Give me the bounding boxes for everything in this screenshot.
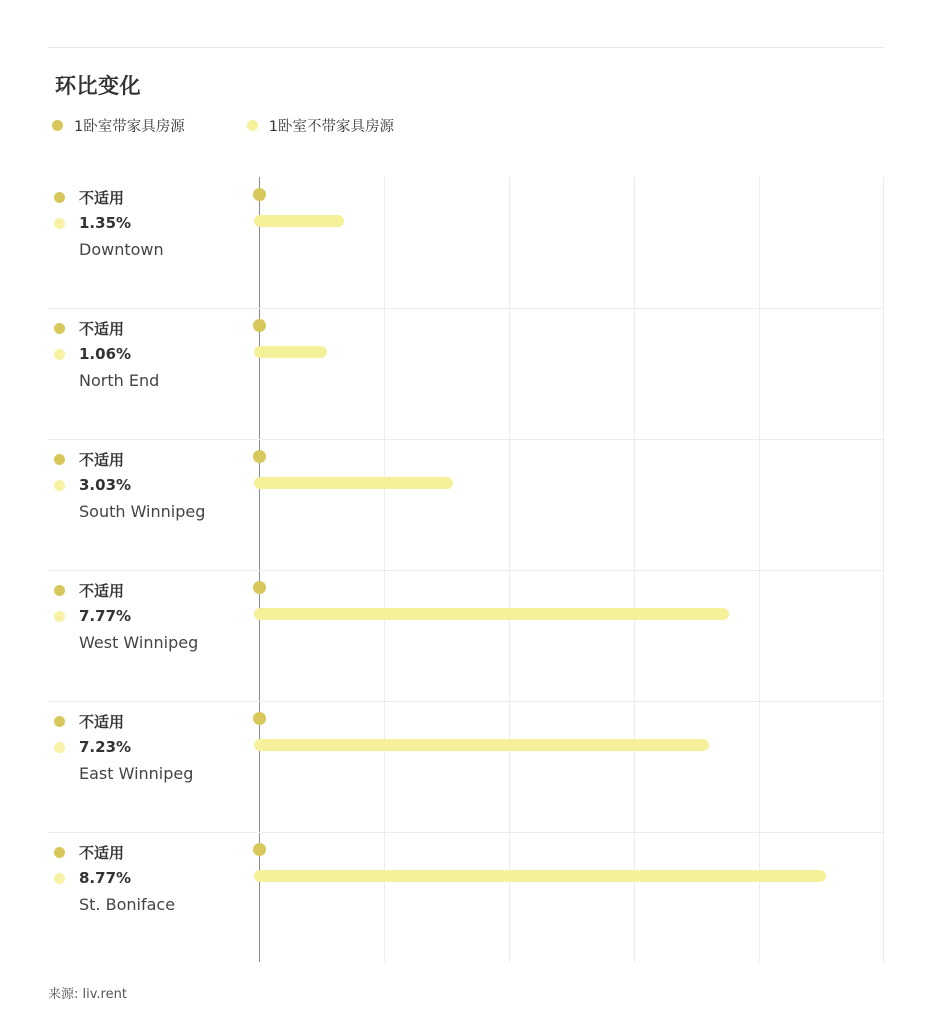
row-label-group [54,710,254,783]
bar-unfurnished[interactable] [254,215,344,227]
row-label-group [54,317,254,390]
value-text-furnished: 不适用 [79,712,125,731]
series-dot-unfurnished [54,742,65,753]
bar-unfurnished[interactable] [254,477,453,489]
row-value-unfurnished [54,867,254,889]
row-label-group [54,448,254,521]
value-text-furnished: 不适用 [79,188,125,207]
top-divider [48,47,884,48]
row-divider [48,439,884,440]
legend-swatch-unfurnished [247,120,258,131]
chart-row [48,308,884,439]
category-label: East Winnipeg [79,764,194,783]
row-value-unfurnished [54,736,254,758]
bar-marker-furnished[interactable] [253,581,266,594]
legend-label-unfurnished: 1卧室不带家具房源 [268,118,394,135]
legend-item-unfurnished[interactable] [247,115,394,136]
row-value-unfurnished [54,343,254,365]
series-dot-unfurnished [54,611,65,622]
series-dot-furnished [54,192,65,203]
value-text-unfurnished: 1.06% [79,345,132,363]
row-value-furnished [54,579,254,601]
chart-row [48,832,884,963]
series-dot-unfurnished [54,218,65,229]
row-divider [48,570,884,571]
category-label: North End [79,371,160,390]
page-title: 环比变化 [55,74,141,98]
row-value-furnished [54,448,254,470]
chart-legend [52,114,456,136]
row-divider [48,308,884,309]
chart-row [48,439,884,570]
row-value-unfurnished [54,474,254,496]
bar-unfurnished[interactable] [254,739,709,751]
legend-label-furnished: 1卧室带家具房源 [74,118,185,135]
row-label-group [54,841,254,914]
row-value-furnished [54,841,254,863]
row-divider [48,701,884,702]
row-value-furnished [54,186,254,208]
row-value-furnished [54,710,254,732]
chart-row [48,177,884,308]
row-label-group [54,186,254,259]
series-dot-unfurnished [54,480,65,491]
value-text-unfurnished: 7.77% [79,607,132,625]
value-text-furnished: 不适用 [79,581,125,600]
series-dot-furnished [54,847,65,858]
series-dot-furnished [54,716,65,727]
value-text-unfurnished: 8.77% [79,869,132,887]
value-text-furnished: 不适用 [79,319,125,338]
category-label: West Winnipeg [79,633,199,652]
category-label: Downtown [79,240,164,259]
bar-unfurnished[interactable] [254,346,327,358]
value-text-unfurnished: 7.23% [79,738,132,756]
bar-marker-furnished[interactable] [253,450,266,463]
row-value-furnished [54,317,254,339]
bar-marker-furnished[interactable] [253,843,266,856]
bar-marker-furnished[interactable] [253,188,266,201]
bar-marker-furnished[interactable] [253,319,266,332]
row-divider [48,832,884,833]
row-value-unfurnished [54,212,254,234]
bar-unfurnished[interactable] [254,870,826,882]
series-dot-furnished [54,454,65,465]
series-dot-furnished [54,323,65,334]
category-label: St. Boniface [79,895,176,914]
value-text-unfurnished: 1.35% [79,214,132,232]
value-text-furnished: 不适用 [79,450,125,469]
legend-item-furnished[interactable] [52,115,185,136]
series-dot-unfurnished [54,873,65,884]
legend-swatch-furnished [52,120,63,131]
bar-marker-furnished[interactable] [253,712,266,725]
value-text-furnished: 不适用 [79,843,125,862]
bar-unfurnished[interactable] [254,608,729,620]
row-label-group [54,579,254,652]
chart-row [48,701,884,832]
row-value-unfurnished [54,605,254,627]
series-dot-unfurnished [54,349,65,360]
value-text-unfurnished: 3.03% [79,476,132,494]
source-note: 来源: liv.rent [48,987,127,1002]
category-label: South Winnipeg [79,502,206,521]
plot-area [48,177,884,962]
series-dot-furnished [54,585,65,596]
chart-row [48,570,884,701]
